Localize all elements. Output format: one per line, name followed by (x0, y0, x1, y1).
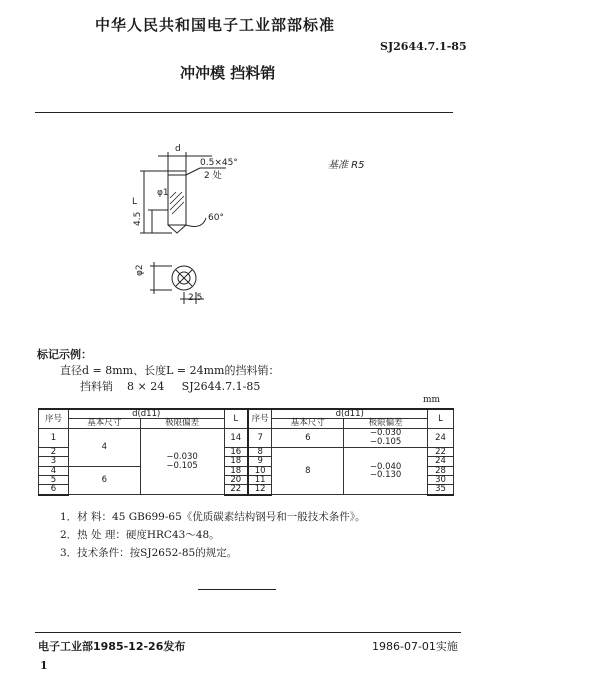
row-seq: 9 (248, 457, 272, 466)
dim-dia1-label: φ1 (157, 188, 169, 198)
row-L: 22 (224, 485, 248, 495)
row-L: 35 (427, 485, 453, 495)
row-seq: 8 (248, 447, 272, 456)
deviation-cell: −0.030 −0.105 (344, 428, 428, 447)
bottom-rule (35, 632, 461, 633)
row-L: 16 (224, 447, 248, 456)
row-seq: 7 (248, 428, 272, 447)
row-L: 18 (224, 466, 248, 475)
issue-date: 电子工业部1985-12-26发布 (38, 640, 186, 653)
header-basic-right: 基本尺寸 (272, 419, 344, 428)
unit-label: mm (423, 395, 441, 405)
pin-body (168, 171, 186, 225)
basic-size-cell: 6 (68, 466, 140, 495)
basic-size-cell: 6 (272, 428, 344, 447)
row-L: 18 (224, 457, 248, 466)
row-L: 30 (427, 476, 453, 485)
dim-L-label: L (132, 197, 138, 207)
row-L: 24 (427, 428, 453, 447)
dim-25-label: 2.5 (188, 293, 203, 303)
document-title: 冲冲模 挡料销 (180, 64, 276, 82)
header-dev-right: 极限偏差 (344, 419, 428, 428)
dim-phi2-label: φ2 (135, 264, 145, 276)
row-L: 14 (224, 428, 248, 447)
row-seq: 5 (39, 476, 69, 485)
spec-table (38, 408, 454, 496)
org-title: 中华人民共和国电子工业部部标准 (95, 16, 336, 34)
row-seq: 3 (39, 457, 69, 466)
row-L: 20 (224, 476, 248, 485)
row-seq: 11 (248, 476, 272, 485)
basic-size-cell: 4 (68, 428, 140, 466)
header-L-right: L (427, 409, 453, 428)
header-seq-left: 序号 (39, 409, 69, 428)
row-seq: 4 (39, 466, 69, 475)
basic-size-cell: 8 (272, 447, 344, 495)
dim-60-label: 60° (208, 213, 224, 223)
deviation-cell: −0.040 −0.130 (344, 447, 428, 495)
header-dev-left: 极限偏差 (140, 419, 224, 428)
dim-d-label: d (175, 144, 181, 154)
row-seq: 10 (248, 466, 272, 475)
pin-tip (168, 225, 186, 233)
row-L: 22 (427, 447, 453, 456)
example-title: 标记示例： (37, 348, 92, 361)
dim-chamfer-label: 0.5×45° (200, 158, 238, 168)
row-seq: 6 (39, 485, 69, 495)
header-L-left: L (224, 409, 248, 428)
note-item: 2．热 处 理：硬度HRC43～48。 (60, 529, 220, 541)
standard-code: SJ2644.7.1-85 (380, 40, 467, 53)
part-drawing (100, 138, 420, 313)
dim-chamfer-sub-label: 2 处 (204, 171, 222, 181)
header-d-right: d(d11) (272, 409, 428, 419)
note-item: 3．技术条件：按SJ2652-85的规定。 (60, 547, 238, 559)
header-basic-left: 基本尺寸 (68, 419, 140, 428)
header-seq-right: 序号 (248, 409, 272, 428)
row-seq: 1 (39, 428, 69, 447)
note-item: 1．材 料：45 GB699-65《优质碳素结构钢号和一般技术条件》。 (60, 511, 366, 523)
dim-45-label: 4.5 (133, 211, 143, 226)
implementation-date: 1986-07-01实施 (372, 640, 458, 653)
handwritten-note: 基准 R5 (328, 160, 365, 171)
technical-notes (60, 508, 366, 562)
header-d-left: d(d11) (68, 409, 224, 419)
example-line-2: 挡料销 8 × 24 SJ2644.7.1-85 (80, 380, 261, 393)
end-rule (198, 589, 276, 590)
row-seq: 2 (39, 447, 69, 456)
page-number: 1 (40, 659, 48, 672)
example-line-1: 直径d = 8mm、长度L = 24mm的挡料销： (60, 364, 280, 377)
row-L: 28 (427, 466, 453, 475)
row-seq: 12 (248, 485, 272, 495)
deviation-cell: −0.030 −0.105 (140, 428, 224, 495)
top-rule (35, 112, 453, 113)
row-L: 24 (427, 457, 453, 466)
